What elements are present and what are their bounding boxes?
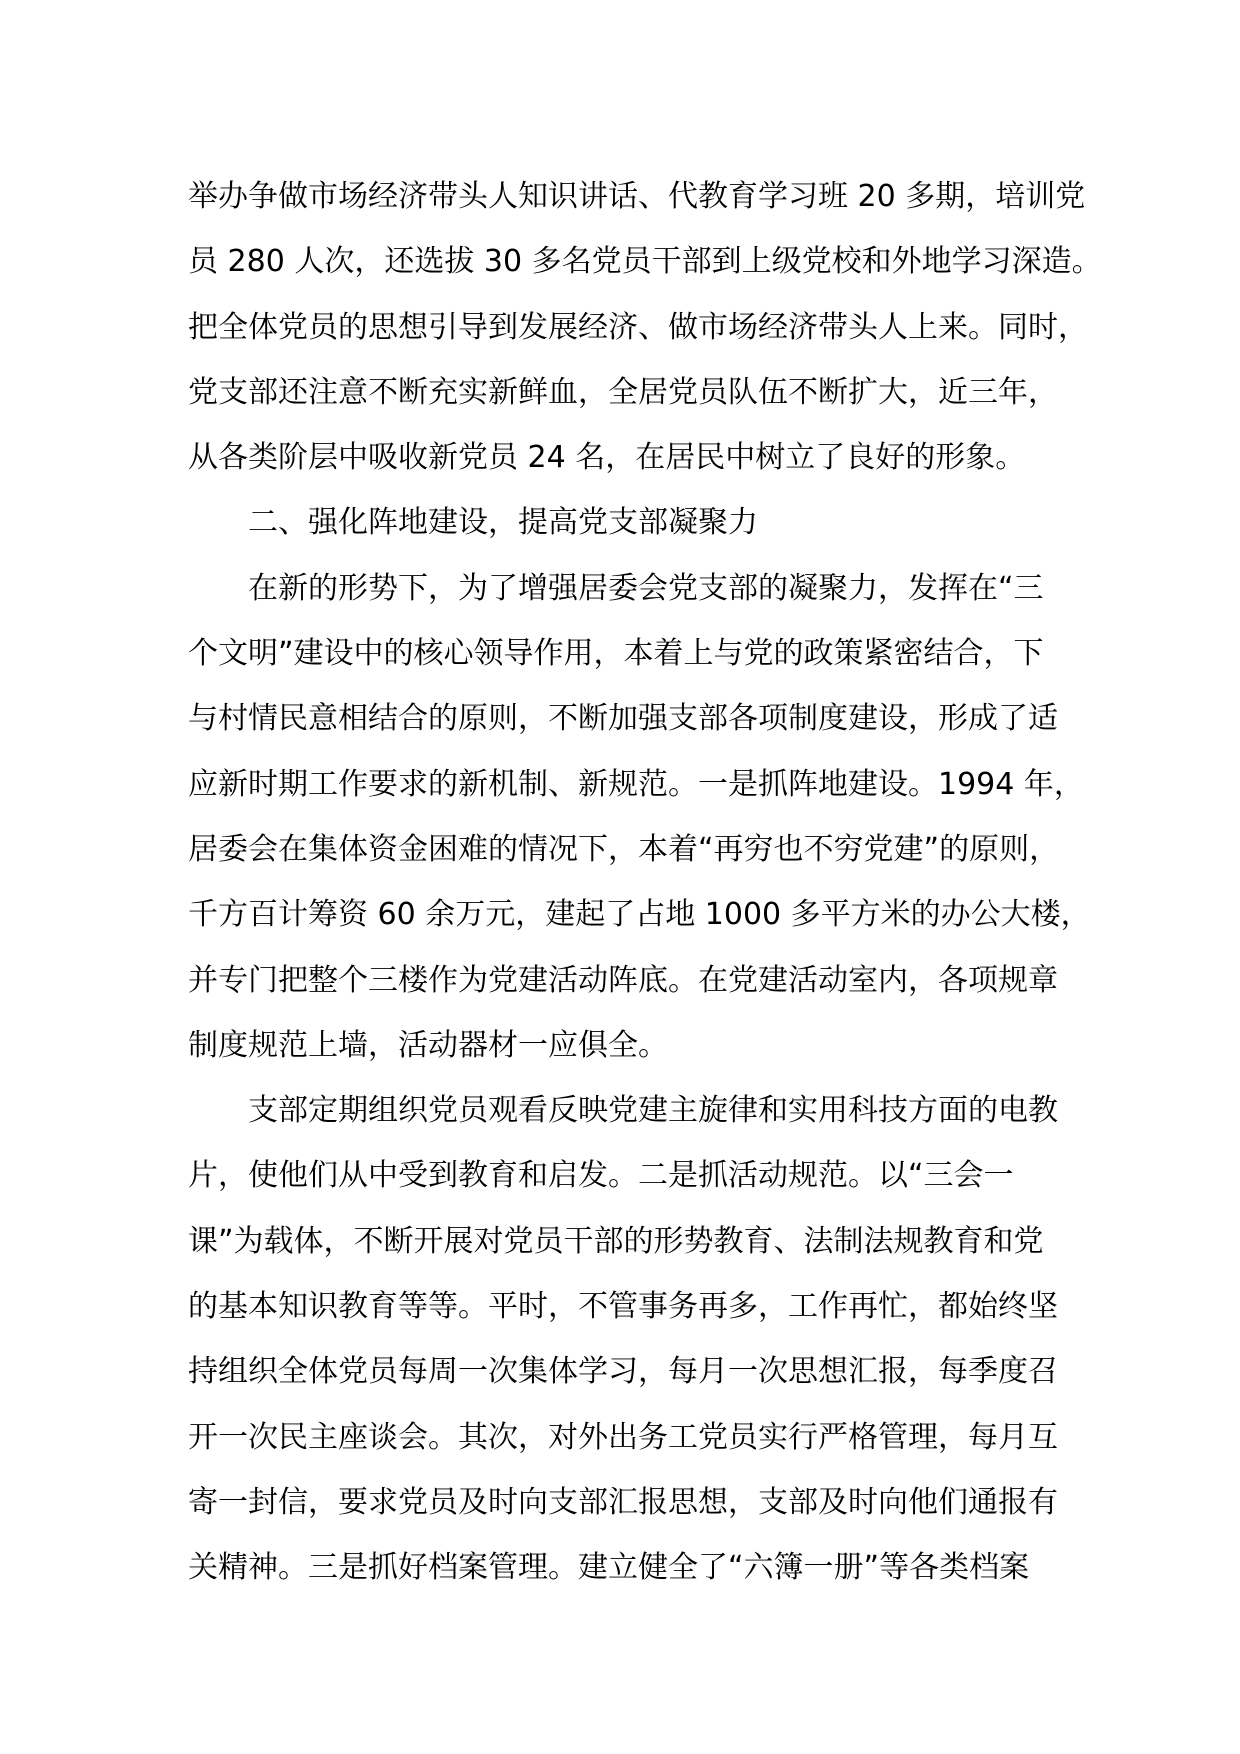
text-line: 片，使他们从中受到教育和启发。二是抓活动规范。以“三会一: [188, 1158, 1014, 1194]
text-line: 应新时期工作要求的新机制、新规范。一是抓阵地建设。1994 年，: [188, 766, 1084, 802]
text-line: 二、强化阵地建设，提高党支部凝聚力: [248, 505, 758, 541]
text-line: 支部定期组织党员观看反映党建主旋律和实用科技方面的电教: [248, 1093, 1058, 1129]
text-line: 居委会在集体资金困难的情况下，本着“再穷也不穷党建”的原则，: [188, 831, 1060, 867]
text-line: 千方百计筹资 60 余万元，建起了占地 1000 多平方米的办公大楼，: [188, 897, 1091, 933]
text-line: 的基本知识教育等等。平时，不管事务再多，工作再忙，都始终坚: [188, 1289, 1058, 1325]
text-line: 党支部还注意不断充实新鲜血，全居党员队伍不断扩大，近三年，: [188, 374, 1058, 410]
text-line: 关精神。三是抓好档案管理。建立健全了“六簿一册”等各类档案: [188, 1550, 1030, 1586]
text-line: 把全体党员的思想引导到发展经济、做市场经济带头人上来。同时，: [188, 309, 1088, 345]
document-body: [188, 164, 1102, 1601]
text-line: 在新的形势下，为了增强居委会党支部的凝聚力，发挥在“三: [248, 570, 1044, 606]
text-line: 开一次民主座谈会。其次，对外出务工党员实行严格管理，每月互: [188, 1419, 1058, 1455]
text-line: 并专门把整个三楼作为党建活动阵底。在党建活动室内，各项规章: [188, 962, 1058, 998]
text-line: 从各类阶层中吸收新党员 24 名，在居民中树立了良好的形象。: [188, 440, 1026, 476]
text-line: 员 280 人次，还选拔 30 多名党员干部到上级党校和外地学习深造。: [188, 244, 1102, 280]
text-line: 持组织全体党员每周一次集体学习，每月一次思想汇报，每季度召: [188, 1354, 1058, 1390]
text-line: 个文明”建设中的核心领导作用，本着上与党的政策紧密结合，下: [188, 636, 1044, 672]
text-line: 课”为载体，不断开展对党员干部的形势教育、法制法规教育和党: [188, 1223, 1044, 1259]
text-line: 寄一封信，要求党员及时向支部汇报思想，支部及时向他们通报有: [188, 1484, 1058, 1520]
text-line: 举办争做市场经济带头人知识讲话、代教育学习班 20 多期，培训党: [188, 179, 1086, 214]
text-line: 制度规范上墙，活动器材一应俱全。: [188, 1027, 668, 1063]
text-line: 与村情民意相结合的原则，不断加强支部各项制度建设，形成了适: [188, 701, 1058, 737]
